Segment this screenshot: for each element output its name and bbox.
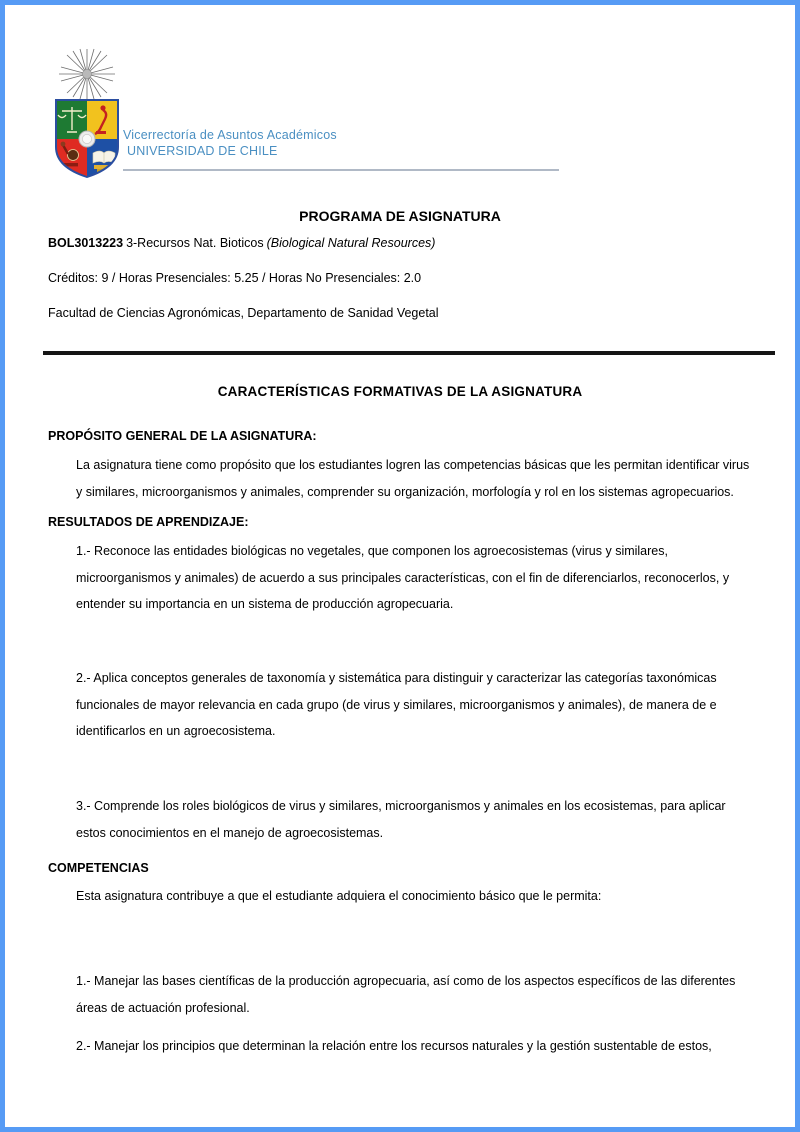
course-line: [48, 236, 435, 250]
resultados-heading: RESULTADOS DE APRENDIZAJE:: [48, 515, 249, 529]
page-title: PROGRAMA DE ASIGNATURA: [299, 208, 501, 224]
proposito-heading: PROPÓSITO GENERAL DE LA ASIGNATURA:: [48, 429, 317, 443]
org-name-line1: Vicerrectoría de Asuntos Académicos: [123, 128, 337, 142]
faculty-line: Facultad de Ciencias Agronómicas, Departamento de Sanidad Vegetal: [48, 306, 439, 320]
course-name-english: (Biological Natural Resources): [266, 236, 436, 250]
credits-line: Créditos: 9 / Horas Presenciales: 5.25 / Horas No Presenciales: 2.0: [48, 271, 422, 285]
course-code: BOL3013223: [48, 236, 124, 250]
resultado-item-1: 1.- Reconoce las entidades biológicas no vegetales, que componen los agroecosistemas (virus y similares, microorganismos y animales) de acuerdo a sus principales características, con el fin de diferenciarlos, reconocerlos, y entender su importancia en un sistema de producción agropecuaria.: [76, 544, 730, 611]
competencia-item-2: 2.- Manejar los principios que determinan la relación entre los recursos naturales y la gestión sustentable de estos,: [76, 1039, 712, 1053]
competencias-heading: COMPETENCIAS: [48, 861, 149, 875]
header-divider: [123, 169, 559, 171]
university-crest-logo: [47, 47, 127, 183]
org-name-line2: UNIVERSIDAD DE CHILE: [127, 143, 278, 158]
resultado-item-2: 2.- Aplica conceptos generales de taxonomía y sistemática para distinguir y caracterizar las categorías taxonómicas funcionales de mayor relevancia en cada grupo (de virus y similares, microorganismos y animales), de manera de e identificarlos en un agroecosistema.: [76, 671, 717, 738]
org-header: [123, 128, 337, 159]
section-divider: [43, 351, 775, 355]
course-name: 3-Recursos Nat. Bioticos: [126, 236, 264, 250]
resultado-item-3: 3.- Comprende los roles biológicos de virus y similares, microorganismos y animales en los ecosistemas, para aplicar estos conocimientos en el manejo de agroecosistemas.: [76, 799, 726, 840]
proposito-paragraph: La asignatura tiene como propósito que los estudiantes logren las competencias básicas que les permitan identificar virus y similares, microorganismos y animales, comprender su organización, morfología y rol en los sistemas agropecuarios.: [76, 458, 750, 499]
section-title: CARACTERÍSTICAS FORMATIVAS DE LA ASIGNATURA: [217, 384, 583, 399]
competencias-intro: Esta asignatura contribuye a que el estudiante adquiera el conocimiento básico que le permita:: [76, 889, 602, 903]
competencia-item-1: 1.- Manejar las bases científicas de la producción agropecuaria, así como de los aspectos específicos de las diferentes áreas de actuación profesional.: [76, 974, 736, 1015]
